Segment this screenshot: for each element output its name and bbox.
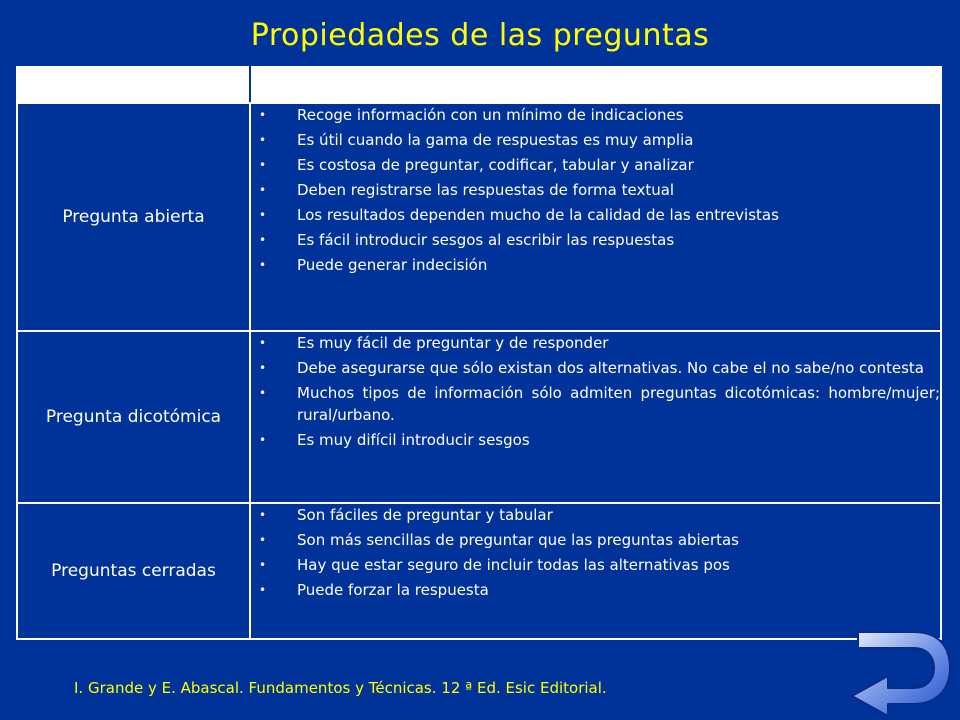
row-closed-questions-features	[250, 503, 941, 639]
table-row	[17, 503, 941, 639]
footer-citation: I. Grande y E. Abascal. Fundamentos y Técnicas. 12 ª Ed. Esic Editorial.	[74, 679, 607, 697]
list-item: • Debe asegurarse que sólo existan dos alternativas. No cabe el no sabe/no contesta	[251, 357, 940, 379]
list-item: • Es útil cuando la gama de respuestas es muy amplia	[251, 129, 940, 151]
row-open-question-label: Pregunta abierta	[17, 103, 250, 331]
list-item: • Puede generar indecisión	[251, 254, 940, 276]
properties-table	[16, 66, 942, 640]
row-closed-questions-label: Preguntas cerradas	[17, 503, 250, 639]
list-item: • Es costosa de preguntar, codificar, tabular y analizar	[251, 154, 940, 176]
list-item: • Es muy fácil de preguntar y de responder	[251, 332, 940, 354]
row-dichotomous-question-features	[250, 331, 941, 503]
return-arrow-icon[interactable]	[848, 626, 954, 718]
list-item: • Hay que estar seguro de incluir todas las alternativas pos	[251, 554, 940, 576]
list-item: • Es fácil introducir sesgos al escribir las respuestas	[251, 229, 940, 251]
table-header-row	[17, 67, 941, 103]
header-question-class: Clase de pregunta	[17, 67, 250, 103]
header-characteristics: Características	[250, 67, 941, 103]
table-row	[17, 331, 941, 503]
list-item: • Son más sencillas de preguntar que las preguntas abiertas	[251, 529, 940, 551]
list-item: • Recoge información con un mínimo de indicaciones	[251, 104, 940, 126]
table-row	[17, 103, 941, 331]
page-title: Propiedades de las preguntas	[250, 18, 710, 53]
list-item: • Es muy difícil introducir sesgos	[251, 429, 940, 451]
row-open-question-features	[250, 103, 941, 331]
list-item: • Muchos tipos de información sólo admiten preguntas dicotómicas: hombre/mujer; rural/urbano.	[251, 382, 940, 426]
list-item: • Son fáciles de preguntar y tabular	[251, 504, 940, 526]
list-item: • Puede forzar la respuesta	[251, 579, 940, 601]
list-item: • Los resultados dependen mucho de la calidad de las entrevistas	[251, 204, 940, 226]
row-dichotomous-question-label: Pregunta dicotómica	[17, 331, 250, 503]
list-item: • Deben registrarse las respuestas de forma textual	[251, 179, 940, 201]
